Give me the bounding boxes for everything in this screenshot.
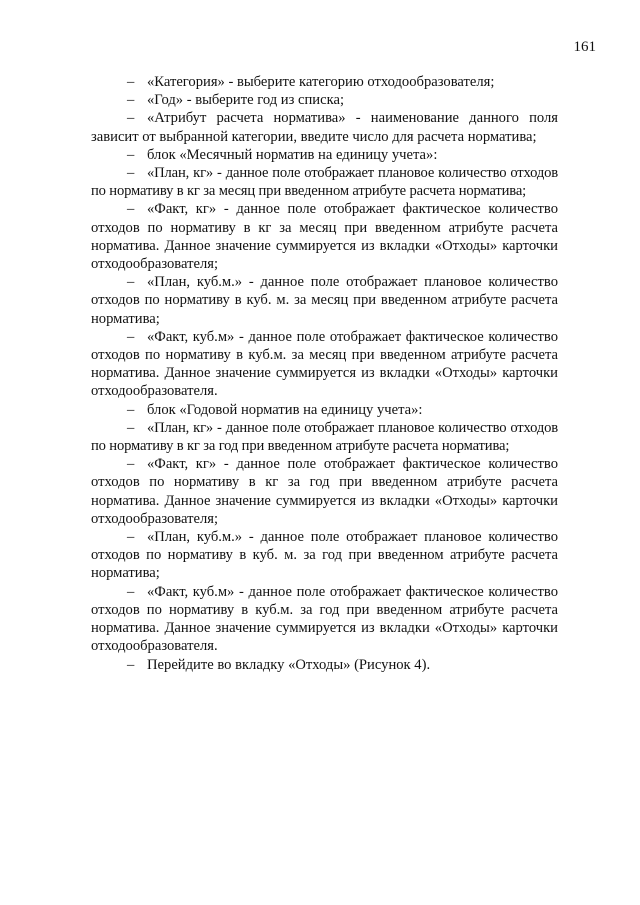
paragraph-text: «Факт, куб.м» - данное поле отображает фактическое количество отходов по нормативу в куб.м. за месяц при введенном атрибуте расчета норматива. Данное значение суммируется из вкладки «Отходы» карточки отходообразователя. [91,328,558,400]
paragraph-category [91,73,558,91]
paragraph-monthly-block [91,146,558,164]
paragraph-norm-attribute [91,109,558,145]
paragraph-yearly-plan-kg [91,419,558,455]
list-dash: – [127,165,135,182]
paragraph-monthly-fact-m3 [91,328,558,401]
paragraph-monthly-plan-m3 [91,273,558,328]
list-dash: – [127,529,135,546]
list-dash: – [127,274,135,291]
document-body [91,73,558,674]
paragraph-monthly-plan-kg [91,164,558,200]
list-dash: – [127,419,135,436]
list-dash: – [127,110,135,127]
list-dash: – [127,328,135,345]
paragraph-text: «План, кг» - данное поле отображает плановое количество отходов по нормативу в кг за месяц при введенном атрибуте расчета норматива; [91,165,558,200]
paragraph-text: блок «Годовой норматив на единицу учета»: [147,401,423,418]
paragraph-monthly-fact-kg [91,200,558,273]
paragraph-text: «Год» - выберите год из списка; [147,92,344,109]
paragraph-yearly-fact-kg [91,455,558,528]
paragraph-text: «План, куб.м.» - данное поле отображает плановое количество отходов по нормативу в куб. м. за год при введенном атрибуте расчета норматива; [91,529,558,582]
paragraph-text: «Факт, куб.м» - данное поле отображает фактическое количество отходов по нормативу в куб.м. за год при введенном атрибуте расчета норматива. Данное значение суммируется из вкладки «Отходы» карточки отходообразователя. [91,583,558,655]
list-dash: – [127,201,135,218]
page-number: 161 [573,39,596,55]
paragraph-go-to-waste-tab [91,656,558,674]
paragraph-text: «Атрибут расчета норматива» - наименование данного поля зависит от выбранной категории, введите число для расчета норматива; [91,110,558,145]
list-dash: – [127,92,135,109]
paragraph-text: «Категория» - выберите категорию отходообразователя; [147,74,495,90]
paragraph-yearly-block [91,401,558,419]
paragraph-text: блок «Месячный норматив на единицу учета»: [147,146,438,163]
list-dash: – [127,74,135,90]
list-dash: – [127,583,135,600]
list-dash: – [127,656,135,673]
paragraph-text: «План, кг» - данное поле отображает плановое количество отходов по нормативу в кг за год при введенном атрибуте расчета норматива; [91,419,558,455]
list-dash: – [127,401,135,418]
paragraph-text: «План, куб.м.» - данное поле отображает плановое количество отходов по нормативу в куб. м. за месяц при введенном атрибуте расчета норматива; [91,274,558,327]
paragraph-yearly-fact-m3 [91,583,558,656]
paragraph-text: Перейдите во вкладку «Отходы» (Рисунок 4). [147,656,431,673]
paragraph-yearly-plan-m3 [91,528,558,583]
paragraph-text: «Факт, кг» - данное поле отображает фактическое количество отходов по нормативу в кг за месяц при введенном атрибуте расчета норматива. Данное значение суммируется из вкладки «Отходы» карточки отходообразователя; [91,201,558,273]
list-dash: – [127,456,135,473]
paragraph-text: «Факт, кг» - данное поле отображает фактическое количество отходов по нормативу в кг за год при введенном атрибуте расчета норматива. Данное значение суммируется из вкладки «Отходы» карточки отходообразователя; [91,456,558,527]
list-dash: – [127,146,135,163]
paragraph-year [91,91,558,109]
